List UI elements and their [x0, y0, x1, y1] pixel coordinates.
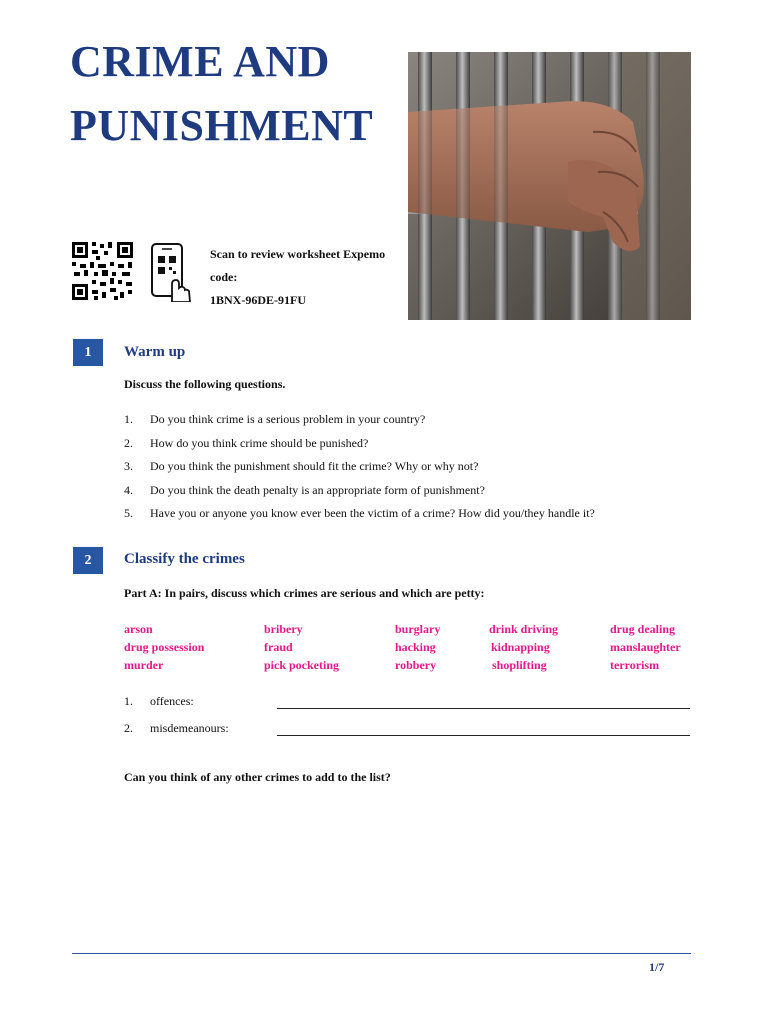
crime-word: shoplifting: [492, 658, 547, 672]
page-number: 1/7: [649, 960, 665, 974]
list-item: 2. How do you think crime should be punished?: [124, 435, 369, 450]
offences-answer-row[interactable]: 1. offences:: [124, 694, 690, 712]
scan-instructions: [210, 243, 405, 312]
part-a-instruction: Part A: In pairs, discuss which crimes are serious and which are petty:: [124, 586, 485, 600]
title-line-1: CRIME AND: [70, 37, 330, 86]
section-number-2: 2: [73, 547, 103, 574]
crime-word: hacking: [395, 640, 436, 654]
title-line-2: PUNISHMENT: [70, 101, 374, 150]
list-item: 4. Do you think the death penalty is an appropriate form of punishment?: [124, 482, 485, 497]
crime-word: pick pocketing: [264, 658, 340, 672]
section-number-1: 1: [73, 339, 103, 366]
crime-word: murder: [124, 658, 164, 672]
list-item: 5. Have you or anyone you know ever been the victim of a crime? How did you/they handle it?: [124, 506, 595, 520]
misdemeanours-answer-row[interactable]: 2. misdemeanours:: [124, 721, 690, 739]
followup-question: Can you think of any other crimes to add to the list?: [124, 770, 391, 784]
crime-word: bribery: [264, 622, 303, 636]
page-title: [70, 30, 373, 158]
crime-word: robbery: [395, 658, 437, 672]
worksheet-code: 1BNX-96DE-91FU: [210, 293, 306, 307]
crime-word: arson: [124, 622, 153, 636]
crime-word: drug dealing: [610, 622, 676, 636]
footer-divider: [72, 953, 691, 954]
crime-word: terrorism: [610, 658, 660, 672]
crime-word: kidnapping: [491, 640, 550, 654]
warm-up-questions: [124, 412, 595, 530]
crime-word-bank: [124, 620, 694, 676]
answer-line[interactable]: [277, 708, 690, 709]
scan-line-2: code:: [210, 270, 238, 284]
crime-word: drug possession: [124, 640, 205, 654]
section-title-classify: Classify the crimes: [124, 551, 245, 567]
list-item: 3. Do you think the punishment should fit the crime? Why or why not?: [124, 459, 479, 473]
crime-word: manslaughter: [610, 640, 681, 654]
offences-label: offences:: [150, 694, 194, 708]
scan-line-1: Scan to review worksheet Expemo: [210, 247, 386, 261]
jail-bars-photo: [408, 52, 691, 320]
crime-word: fraud: [264, 640, 293, 654]
crime-word: drink driving: [489, 622, 559, 636]
crime-word: burglary: [395, 622, 441, 636]
warm-up-instruction: Discuss the following questions.: [124, 377, 286, 391]
qr-code-icon[interactable]: [72, 242, 133, 300]
list-item: 1. Do you think crime is a serious problem in your country?: [124, 412, 426, 426]
answer-line[interactable]: [277, 735, 690, 736]
phone-scan-icon: [150, 242, 192, 302]
misdemeanours-label: misdemeanours:: [150, 721, 229, 735]
section-title-warm-up: Warm up: [124, 344, 186, 360]
